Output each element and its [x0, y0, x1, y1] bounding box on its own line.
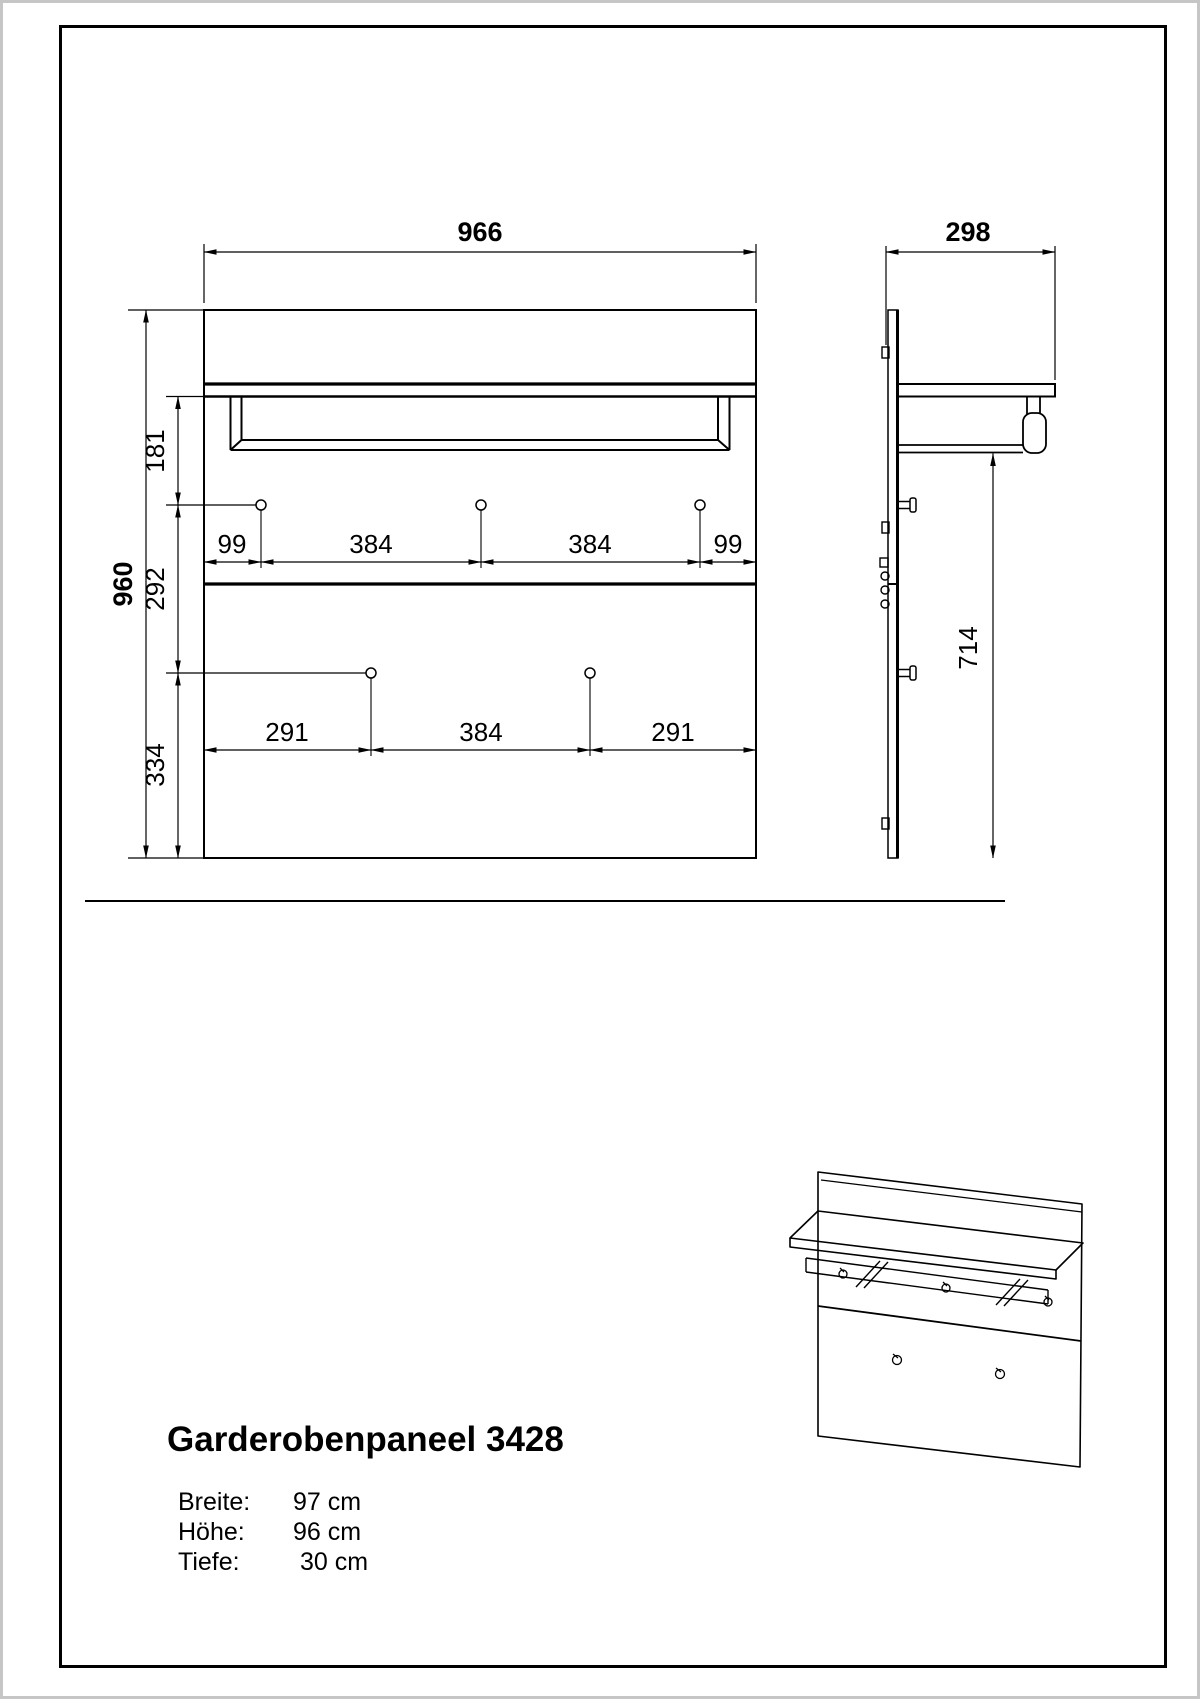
hook-icon [585, 668, 595, 678]
dim-label-99-right: 99 [713, 529, 743, 559]
isometric-view [790, 1172, 1083, 1467]
peg-bottom-side [898, 666, 916, 680]
spec-label-tiefe: Tiefe: [178, 1548, 240, 1576]
dim-label-384-top-right: 384 [568, 529, 612, 559]
hook-icon [256, 500, 266, 510]
rail-side [898, 397, 1046, 454]
hook-icon [366, 668, 376, 678]
bracket-icon [880, 558, 888, 567]
shelf-side [898, 384, 1055, 397]
hook-icon [476, 500, 486, 510]
front-view [108, 217, 756, 858]
dim-label-291-right: 291 [651, 717, 695, 747]
dim-label-99-left: 99 [217, 529, 247, 559]
dim-label-384-bottom: 384 [459, 717, 503, 747]
title-block [167, 1420, 564, 1576]
product-title: Garderobenpaneel 3428 [167, 1420, 564, 1459]
dim-label-depth: 298 [945, 217, 991, 247]
dim-label-181: 181 [140, 429, 170, 473]
spec-value-hoehe: 96 cm [293, 1518, 362, 1546]
dim-label-rail-height: 714 [953, 626, 983, 670]
spec-label-hoehe: Höhe: [178, 1518, 245, 1546]
spec-value-tiefe: 30 cm [300, 1548, 369, 1576]
dim-label-292: 292 [140, 567, 170, 611]
dim-label-height: 960 [108, 561, 138, 607]
peg-top-side [898, 498, 916, 512]
garment-rail [231, 397, 730, 451]
dim-label-width: 966 [457, 217, 503, 247]
spec-value-breite: 97 cm [293, 1488, 362, 1516]
hook-icon [695, 500, 705, 510]
dim-label-334: 334 [140, 743, 170, 787]
dim-label-291-left: 291 [265, 717, 309, 747]
side-dimensions [886, 246, 1055, 858]
hook-row-top [256, 500, 705, 568]
side-view [880, 217, 1055, 858]
dim-label-384-top-left: 384 [349, 529, 393, 559]
spec-label-breite: Breite: [178, 1488, 251, 1516]
iso-divider [818, 1306, 1081, 1341]
